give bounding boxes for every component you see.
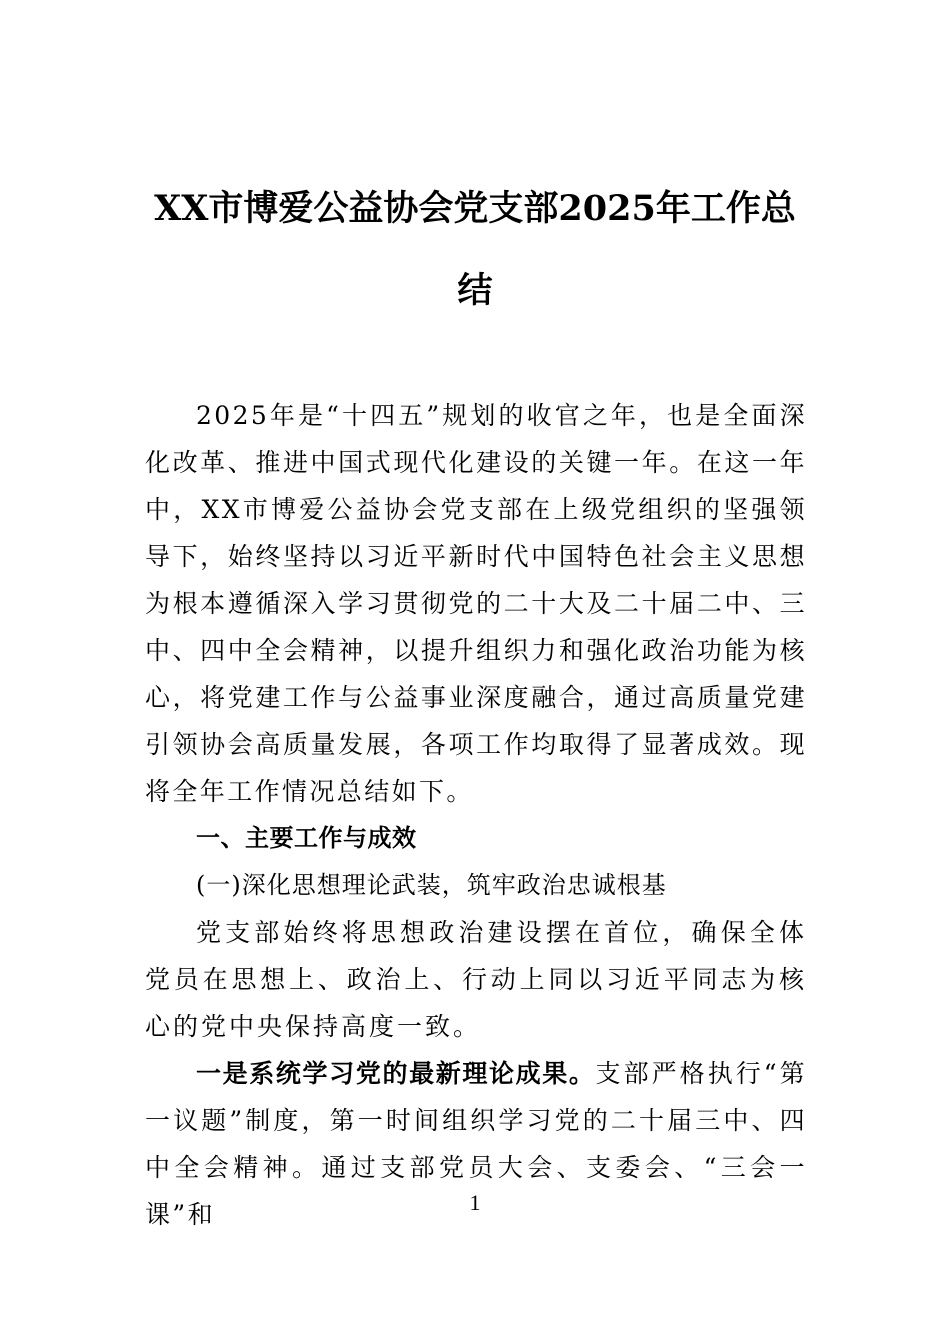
point-text-1: 支部严格执行“第一议题”制度，第一时间组织学习党的二十届三中、四中全会精神。通过支部党员大会、支委会、“三会一课”和 bbox=[145, 1059, 807, 1229]
section-heading-1: 一、主要工作与成效 bbox=[196, 824, 417, 852]
document-body bbox=[145, 392, 807, 1238]
title-line-1: XX市博爱公益协会党支部2025年工作总 bbox=[154, 188, 796, 229]
point-lead-1: 一是系统学习党的最新理论成果。 bbox=[196, 1059, 596, 1088]
subsection-heading-1: (一)深化思想理论武装，筑牢政治忠诚根基 bbox=[196, 871, 667, 899]
document-title bbox=[145, 168, 805, 332]
title-line-2: 结 bbox=[457, 270, 493, 311]
page-number: 1 bbox=[469, 1190, 481, 1215]
intro-paragraph: 2025年是“十四五”规划的收官之年，也是全面深化改革、推进中国式现代化建设的关键一年。在这一年中，XX市博爱公益协会党支部在上级党组织的坚强领导下，始终坚持以习近平新时代中国特色社会主义思想为根本遵循深入学习贯彻党的二十大及二十届二中、三中、四中全会精神，以提升组织力和强化政治功能为核心，将党建工作与公益事业深度融合，通过高质量党建引领协会高质量发展，各项工作均取得了显著成效。现将全年工作情况总结如下。 bbox=[145, 401, 807, 806]
subsection-paragraph-1: 党支部始终将思想政治建设摆在首位，确保全体党员在思想上、政治上、行动上同以习近平同志为核心的党中央保持高度一致。 bbox=[145, 918, 807, 1041]
